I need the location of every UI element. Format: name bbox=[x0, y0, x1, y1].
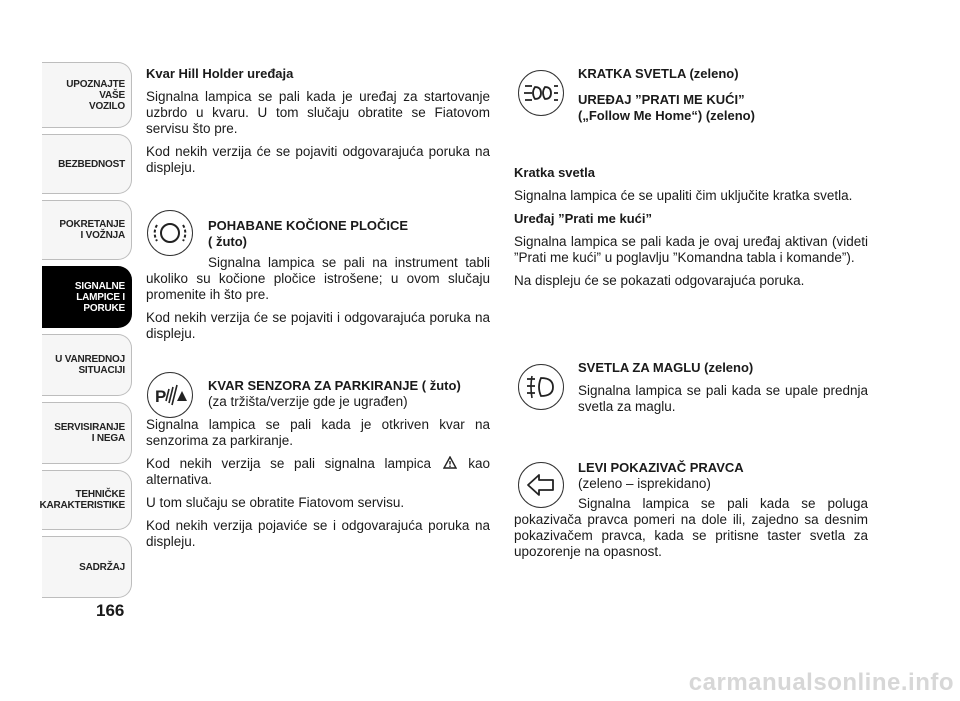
parking-sensor-text-1: Signalna lampica se pali kada je otkriven kvar na senzorima za parkiranje. bbox=[146, 417, 490, 448]
warning-triangle-icon bbox=[443, 456, 457, 469]
hill-holder-section bbox=[146, 66, 490, 176]
tab-tehnicke-karakteristike[interactable]: TEHNIČKE KARAKTERISTIKE bbox=[42, 470, 132, 530]
turn-signal-title: LEVI POKAZIVAČ PRAVCA bbox=[578, 460, 744, 475]
low-beam-section bbox=[514, 66, 868, 289]
tab-sadrzaj[interactable]: SADRŽAJ bbox=[42, 536, 132, 598]
tab-signalne-lampice-i-poruke[interactable]: SIGNALNE LAMPICE I PORUKE bbox=[42, 266, 132, 328]
hill-holder-text-2: Kod nekih verzija će se pojaviti odgovarajuća poruka na displeju. bbox=[146, 144, 490, 175]
parking-sensor-text-4: Kod nekih verzija pojaviće se i odgovarajuća poruka na displeju. bbox=[146, 518, 490, 549]
follow-me-home-display-text: Na displeju će se pokazati odgovarajuća poruka. bbox=[514, 273, 805, 288]
page-number: 166 bbox=[96, 601, 125, 620]
parking-sensor-text-2-a: Kod nekih verzija se pali signalna lampica bbox=[146, 456, 431, 471]
parking-sensor-subtitle: (za tržišta/verzije gde je ugrađen) bbox=[208, 394, 408, 409]
brake-pads-text-2: Kod nekih verzija će se pojaviti i odgovarajuća poruka na displeju. bbox=[146, 310, 490, 341]
parking-sensor-text-2-b: kao alternativa. bbox=[146, 456, 490, 487]
turn-signal-section bbox=[514, 460, 868, 560]
brake-pads-section bbox=[146, 218, 490, 342]
tab-bezbednost[interactable]: BEZBEDNOST bbox=[42, 134, 132, 194]
hill-holder-title: Kvar Hill Holder uređaja bbox=[146, 66, 294, 81]
fog-text: Signalna lampica se pali kada se upale prednja svetla za maglu. bbox=[578, 383, 868, 414]
parking-sensor-text-2 bbox=[146, 456, 490, 488]
tab-pokretanje-i-voznja[interactable]: POKRETANJE I VOŽNJA bbox=[42, 200, 132, 260]
tab-u-vanrednoj-situaciji[interactable]: U VANREDNOJ SITUACIJI bbox=[42, 334, 132, 396]
hill-holder-text-1: Signalna lampica se pali kada je uređaj za startovanje uzbrdo u kvaru. U tom slučaju obratite se Fiatovom servisu što pre. bbox=[146, 89, 490, 136]
follow-me-home-title: UREĐAJ ”PRATI ME KUĆI” bbox=[578, 92, 745, 107]
low-beam-text: Signalna lampica će se upaliti čim uključite kratka svetla. bbox=[514, 188, 853, 203]
fog-section bbox=[514, 360, 868, 415]
turn-signal-subtitle: (zeleno – isprekidano) bbox=[578, 476, 711, 491]
turn-signal-text: Signalna lampica se pali kada se poluga pokazivača pravca pomeri na dole ili, zajedno sa desnim pokazivačem pravca, kada se pritisne taster svetla za upozorenje na opasnost. bbox=[514, 496, 868, 559]
brake-pads-text-1: Signalna lampica se pali na instrument tabli ukoliko su kočione pločice istrošene; u ovom slučaju promenite ih što pre. bbox=[146, 255, 490, 302]
parking-sensor-text-3: U tom slučaju se obratite Fiatovom servisu. bbox=[146, 495, 405, 510]
svg-text:P: P bbox=[155, 387, 167, 406]
tab-upoznajte-vase-vozilo[interactable]: UPOZNAJTE VAŠE VOZILO bbox=[42, 62, 132, 128]
parking-sensor-title: KVAR SENZORA ZA PARKIRANJE ( žuto) bbox=[208, 378, 461, 393]
tab-servisiranje-i-nega[interactable]: SERVISIRANJE I NEGA bbox=[42, 402, 132, 464]
follow-me-home-subheading: Uređaj ”Prati me kući” bbox=[514, 211, 652, 226]
fog-title: SVETLA ZA MAGLU (zeleno) bbox=[578, 360, 754, 375]
brake-pads-subtitle: ( žuto) bbox=[208, 234, 247, 249]
parking-sensor-section bbox=[146, 378, 490, 550]
follow-me-home-text: Signalna lampica se pali kada je ovaj uređaj aktivan (videti ”Prati me kući” u poglavlju ”Komandna tabla i komande”). bbox=[514, 234, 868, 265]
follow-me-home-subtitle: („Follow Me Home“) (zeleno) bbox=[578, 108, 755, 123]
low-beam-subheading: Kratka svetla bbox=[514, 165, 595, 180]
brake-pads-title: POHABANE KOČIONE PLOČICE bbox=[208, 218, 409, 233]
watermark: carmanualsonline.info bbox=[688, 669, 954, 696]
low-beam-title: KRATKA SVETLA (zeleno) bbox=[578, 66, 739, 81]
